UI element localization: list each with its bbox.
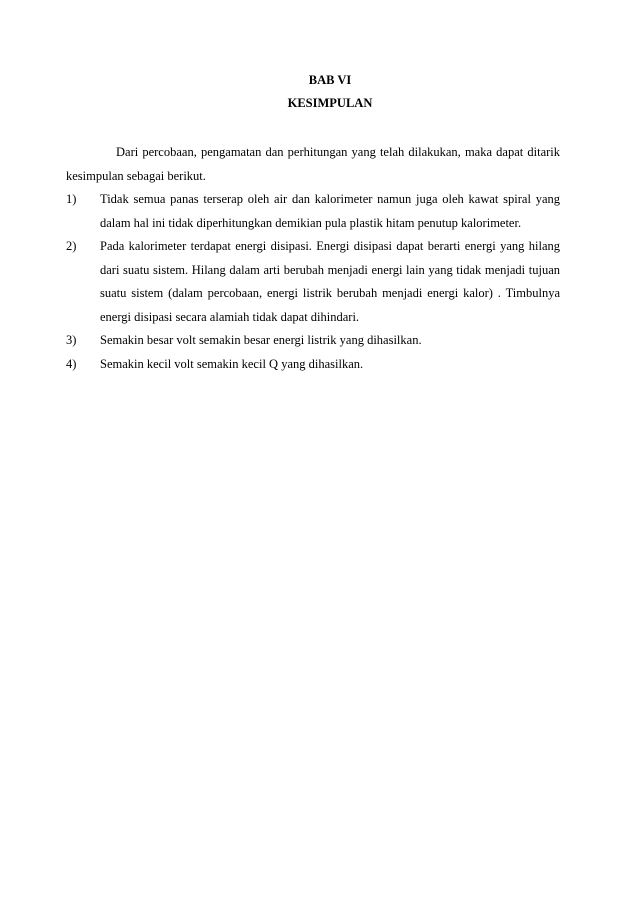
chapter-number: BAB VI bbox=[308, 73, 352, 87]
list-item bbox=[66, 329, 560, 353]
list-item-text: Semakin besar volt semakin besar energi listrik yang dihasilkan. bbox=[100, 333, 422, 347]
conclusion-list bbox=[66, 188, 560, 376]
document-body bbox=[66, 141, 560, 376]
list-item-text: Pada kalorimeter terdapat energi disipasi. Energi disipasi dapat berarti energi yang hilang dari suatu sistem. Hilang dalam arti berubah menjadi energi lain yang tidak menjadi tujuan suatu sistem (dalam percobaan, energi listrik berubah menjadi energi kalor) . Timbulnya energi disipasi secara alamiah tidak dapat dihindari. bbox=[100, 239, 560, 324]
list-item-number: 4) bbox=[66, 356, 77, 371]
intro-paragraph: Dari percobaan, pengamatan dan perhitungan yang telah dilakukan, maka dapat ditarik kesimpulan sebagai berikut. bbox=[66, 145, 560, 183]
list-item bbox=[66, 235, 560, 329]
chapter-title: KESIMPULAN bbox=[287, 96, 373, 110]
list-item bbox=[66, 188, 560, 235]
list-item-number: 3) bbox=[66, 333, 77, 347]
list-item bbox=[66, 353, 560, 377]
list-item-text: Tidak semua panas terserap oleh air dan kalorimeter namun juga oleh kawat spiral yang dalam hal ini tidak diperhitungkan demikian pula plastik hitam penutup kalorimeter. bbox=[100, 192, 560, 230]
list-item-number: 1) bbox=[66, 192, 77, 206]
list-item-text: Semakin kecil volt semakin kecil Q yang dihasilkan. bbox=[100, 356, 364, 371]
list-item-number: 2) bbox=[66, 239, 77, 253]
